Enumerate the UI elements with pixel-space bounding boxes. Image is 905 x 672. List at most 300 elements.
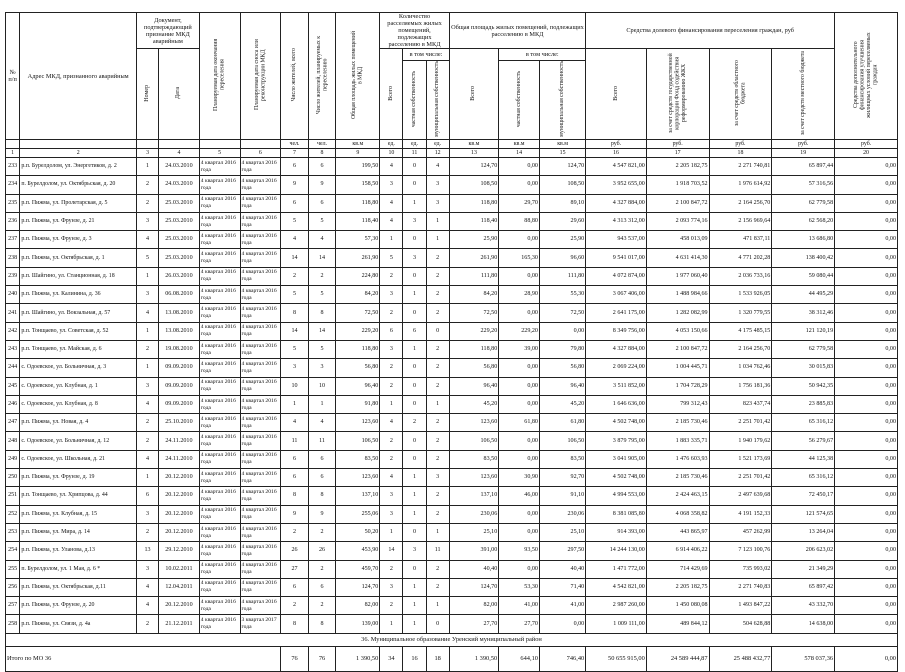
table-cell: 250 (6, 469, 20, 487)
table-cell: 10 (281, 377, 309, 395)
table-cell: 4 квартал 2016 года (199, 560, 240, 578)
table-cell: 4 (137, 597, 159, 615)
table-cell: 14 (308, 322, 336, 340)
table-cell: 111,80 (449, 267, 499, 285)
table-cell: 57 316,56 (772, 176, 835, 194)
table-cell: 6 (308, 194, 336, 212)
table-cell: 0,00 (499, 560, 540, 578)
table-cell: 4 квартал 2016 года (199, 231, 240, 249)
table-cell: 89,10 (539, 194, 585, 212)
column-number: 4 (159, 149, 200, 158)
header-doc-number: Номер (137, 49, 159, 140)
table-cell: 6 (308, 450, 336, 468)
table-cell: 4 квартал 2016 года (240, 249, 281, 267)
table-cell: 9 (308, 505, 336, 523)
table-cell: 41,00 (539, 597, 585, 615)
table-cell: 243 (6, 340, 20, 358)
table-cell: 6 (281, 578, 309, 596)
table-cell: 2 (426, 560, 449, 578)
table-cell: 0,00 (835, 542, 898, 560)
table-cell: 2 (403, 414, 426, 432)
table-cell: 1 488 984,66 (646, 286, 709, 304)
table-cell: 123,60 (336, 414, 380, 432)
table-cell: 224,80 (336, 267, 380, 285)
table-cell: 65 316,12 (772, 414, 835, 432)
column-number: 2 (20, 149, 137, 158)
table-cell: 0 (403, 432, 426, 450)
table-cell: 0,00 (499, 304, 540, 322)
table-cell: 199,50 (336, 158, 380, 176)
table-cell: 2 (137, 176, 159, 194)
table-cell: 8 349 756,00 (586, 322, 647, 340)
table-cell: 14 244 130,00 (586, 542, 647, 560)
column-number: 20 (835, 149, 898, 158)
address-cell: р.п. Пижма, ул. Калинина, д. 36 (20, 286, 137, 304)
table-cell: 2 (137, 414, 159, 432)
table-cell: 26 (308, 542, 336, 560)
table-cell: 1 (403, 286, 426, 304)
table-cell: 8 (281, 304, 309, 322)
table-cell: 249 (6, 450, 20, 468)
table-cell: 3 041 905,00 (586, 450, 647, 468)
table-cell: 4 (281, 231, 309, 249)
table-cell: 4 квартал 2016 года (240, 212, 281, 230)
table-cell: 1 (426, 212, 449, 230)
table-cell: 09.09.2010 (159, 395, 200, 413)
table-cell: 0,00 (835, 395, 898, 413)
table-cell: 0 (403, 304, 426, 322)
table-cell: 96,40 (449, 377, 499, 395)
address-cell: р.п. Пижма, ул. Октябрьская, д. 1 (20, 249, 137, 267)
table-cell: 0,00 (835, 469, 898, 487)
table-cell: 4 квартал 2016 года (199, 267, 240, 285)
table-cell: 2 (426, 505, 449, 523)
table-cell: 55,30 (539, 286, 585, 304)
table-row (6, 487, 898, 505)
table-cell: 26 (281, 542, 309, 560)
column-number: 17 (646, 149, 709, 158)
header-area-total: Общая площадь жилых помещений в МКД (336, 13, 380, 140)
table-cell: 12.04.2011 (159, 578, 200, 596)
table-cell: 504 628,88 (709, 615, 772, 633)
table-cell: 14 (380, 542, 403, 560)
table-cell: 4 (380, 414, 403, 432)
unit-cell: руб. (772, 140, 835, 149)
table-cell: 2 (426, 359, 449, 377)
table-cell: 38 312,46 (772, 304, 835, 322)
table-cell: 46,00 (499, 487, 540, 505)
table-cell: 6 (281, 450, 309, 468)
address-cell: р.п. Шайгино, ул. Вокзальная, д. 57 (20, 304, 137, 322)
table-cell: 96,60 (539, 249, 585, 267)
table-cell: 61,80 (499, 414, 540, 432)
table-cell: 0,00 (499, 231, 540, 249)
table-cell: 238 (6, 249, 20, 267)
total-cell: 578 037,36 (772, 646, 835, 671)
table-cell: 1 (403, 615, 426, 633)
table-cell: 4 квартал 2016 года (199, 578, 240, 596)
table-cell: 4 313 312,00 (586, 212, 647, 230)
table-cell: 4 квартал 2016 года (240, 505, 281, 523)
header-address: Адрес МКД, признанного аварийным (20, 13, 137, 140)
table-row (6, 578, 898, 596)
table-cell: 0,00 (499, 158, 540, 176)
table-cell: 2 164 256,70 (709, 340, 772, 358)
total-row (6, 646, 898, 671)
table-cell: 1 034 762,46 (709, 359, 772, 377)
table-cell: 121 574,65 (772, 505, 835, 523)
header-fund-state: за счет средств государственной корпорации Фонд содействия реформированию ЖКХ (646, 49, 709, 140)
address-cell: р.п. Пижма, ул. Связи, д. 4а (20, 615, 137, 633)
unit-cell: кв.м (336, 140, 380, 149)
address-cell: с. Одоевское, ул. Клубная, д. 1 (20, 377, 137, 395)
table-cell: 91,80 (336, 395, 380, 413)
table-cell: 56,80 (336, 359, 380, 377)
table-cell: 108,50 (539, 176, 585, 194)
table-cell: 2 156 969,64 (709, 212, 772, 230)
table-cell: 4 квартал 2016 года (240, 267, 281, 285)
header-rooms-private: частная собственность (403, 61, 426, 140)
table-cell: 4 (380, 158, 403, 176)
unit-cell: чел. (308, 140, 336, 149)
table-cell: 230,06 (449, 505, 499, 523)
header-area-resettle: Общая площадь жилых помещений, подлежащих расселению в МКД (449, 13, 586, 49)
column-number: 9 (336, 149, 380, 158)
total-cell: 644,10 (499, 646, 540, 671)
table-cell: 72 450,17 (772, 487, 835, 505)
table-cell: 297,50 (539, 542, 585, 560)
table-cell: 4 327 884,00 (586, 340, 647, 358)
table-cell: 489 844,12 (646, 615, 709, 633)
table-cell: 1 (308, 395, 336, 413)
table-cell: 4 068 358,82 (646, 505, 709, 523)
table-cell: 4 квартал 2016 года (240, 231, 281, 249)
table-row (6, 267, 898, 285)
table-cell: 106,50 (449, 432, 499, 450)
table-cell: 4 квартал 2016 года (199, 395, 240, 413)
table-cell: 7 123 100,76 (709, 542, 772, 560)
table-cell: 6 (308, 578, 336, 596)
table-cell: 30,90 (499, 469, 540, 487)
total-cell: 16 (403, 646, 426, 671)
table-cell: 29,60 (539, 212, 585, 230)
table-cell: 13 264,04 (772, 523, 835, 541)
table-cell: 53,30 (499, 578, 540, 596)
table-cell: 4 542 821,00 (586, 578, 647, 596)
table-cell: 4 квартал 2016 года (199, 176, 240, 194)
table-row (6, 450, 898, 468)
column-number: 3 (137, 149, 159, 158)
table-cell: 165,30 (499, 249, 540, 267)
address-cell: р.п. Пижма, ул. Пролетарская, д. 5 (20, 194, 137, 212)
table-cell: 4 квартал 2016 года (240, 176, 281, 194)
table-cell: 4 квартал 2016 года (240, 359, 281, 377)
table-cell: 59 080,44 (772, 267, 835, 285)
table-cell: 4 (380, 469, 403, 487)
header-fund-local: за счет средств местного бюджета (772, 49, 835, 140)
table-cell: 0 (426, 322, 449, 340)
table-cell: 0 (403, 176, 426, 194)
table-cell: 4 квартал 2016 года (199, 194, 240, 212)
address-cell: с. Одоевское, ул. Школьная, д. 21 (20, 450, 137, 468)
table-cell: 4 квартал 2016 года (240, 286, 281, 304)
table-cell: 237 (6, 231, 20, 249)
table-cell: 45,20 (449, 395, 499, 413)
table-cell: 457 262,99 (709, 523, 772, 541)
table-cell: 40,40 (539, 560, 585, 578)
table-cell: 118,80 (449, 194, 499, 212)
units-row (6, 140, 898, 149)
table-cell: 4 квартал 2016 года (199, 542, 240, 560)
table-cell: 0,00 (499, 450, 540, 468)
address-cell: с. Одоевское, ул. Клубная, д. 8 (20, 395, 137, 413)
header-plan-end: Планируемая дата окончания переселения (199, 13, 240, 140)
table-cell: 0 (403, 395, 426, 413)
table-cell: 4 квартал 2016 года (240, 523, 281, 541)
table-cell: 65 897,44 (772, 158, 835, 176)
table-row (6, 212, 898, 230)
address-cell: р.п. Шайгино, ул. Станционная, д. 18 (20, 267, 137, 285)
table-cell: 4 994 553,00 (586, 487, 647, 505)
table-cell: 1 (137, 322, 159, 340)
table-cell: 8 (281, 615, 309, 633)
resettlement-table (5, 12, 898, 672)
table-cell: 0 (403, 158, 426, 176)
table-cell: 1 476 603,93 (646, 450, 709, 468)
table-cell: 2 (137, 194, 159, 212)
total-label: Итого по МО 36 (6, 646, 281, 671)
table-cell: 1 (426, 395, 449, 413)
table-cell: 23 885,83 (772, 395, 835, 413)
table-cell: 3 квартал 2017 года (240, 615, 281, 633)
table-cell: 252 (6, 505, 20, 523)
table-cell: 230,06 (539, 505, 585, 523)
table-cell: 2 (380, 560, 403, 578)
table-row (6, 505, 898, 523)
table-cell: 2 (426, 487, 449, 505)
table-cell: 2 093 774,16 (646, 212, 709, 230)
table-cell: 4 (308, 231, 336, 249)
total-cell: 76 (281, 646, 309, 671)
table-cell: 09.09.2010 (159, 359, 200, 377)
table-cell: 6 (281, 194, 309, 212)
table-cell: 2 (380, 432, 403, 450)
table-cell: 0 (403, 523, 426, 541)
table-cell: 3 (281, 359, 309, 377)
table-cell: 2 (308, 560, 336, 578)
table-cell: 3 (380, 286, 403, 304)
table-cell: 0,00 (835, 578, 898, 596)
table-cell: 254 (6, 542, 20, 560)
table-cell: 4 (137, 231, 159, 249)
table-cell: 3 511 852,00 (586, 377, 647, 395)
table-cell: 118,40 (449, 212, 499, 230)
table-cell: 0,00 (835, 505, 898, 523)
table-cell: 4 175 485,15 (709, 322, 772, 340)
address-cell: р.п. Пижма, ул. Фрунзе, д. 3 (20, 231, 137, 249)
table-cell: 0,00 (835, 597, 898, 615)
table-row (6, 176, 898, 194)
table-cell: 25,10 (539, 523, 585, 541)
table-cell: 4 квартал 2016 года (240, 340, 281, 358)
column-number: 1 (6, 149, 20, 158)
table-cell: 39,00 (499, 340, 540, 358)
table-cell: 1 471 772,00 (586, 560, 647, 578)
table-cell: 914 393,00 (586, 523, 647, 541)
table-cell: 0,00 (835, 560, 898, 578)
table-cell: 244 (6, 359, 20, 377)
table-cell: 255 (6, 560, 20, 578)
table-cell: 27,70 (499, 615, 540, 633)
unit-cell: руб. (709, 140, 772, 149)
table-cell: 14 638,00 (772, 615, 835, 633)
table-cell: 56,80 (449, 359, 499, 377)
table-cell: 9 (308, 176, 336, 194)
address-cell: р.п. Пижма, ул. Фрунзе, д. 19 (20, 469, 137, 487)
table-cell: 4 квартал 2016 года (199, 469, 240, 487)
table-cell: 4 (137, 395, 159, 413)
table-cell: 50 942,35 (772, 377, 835, 395)
total-cell: 24 589 444,87 (646, 646, 709, 671)
table-cell: 44 495,29 (772, 286, 835, 304)
table-cell: 1 (426, 523, 449, 541)
table-cell: 1 (403, 578, 426, 596)
header-fund-extra: Средства дополнительного финансирования улучшения жилищных условий переселяемых граждан (835, 13, 898, 140)
table-cell: 8 (281, 487, 309, 505)
table-cell: 61,80 (539, 414, 585, 432)
table-cell: 83,50 (336, 450, 380, 468)
table-cell: 453,90 (336, 542, 380, 560)
table-cell: 2 185 730,46 (646, 414, 709, 432)
table-cell: 106,50 (336, 432, 380, 450)
table-cell: 3 (380, 505, 403, 523)
table-cell: 6 (137, 487, 159, 505)
table-cell: 1 009 111,00 (586, 615, 647, 633)
table-cell: 11 (281, 432, 309, 450)
table-cell: 4 квартал 2016 года (240, 542, 281, 560)
table-cell: 2 641 175,00 (586, 304, 647, 322)
total-cell: 18 (426, 646, 449, 671)
table-cell: 4 (380, 194, 403, 212)
table-cell: 5 (308, 340, 336, 358)
table-cell: 735 993,02 (709, 560, 772, 578)
table-cell: 0,00 (835, 322, 898, 340)
table-cell: 1 (380, 395, 403, 413)
table-cell: 3 (137, 505, 159, 523)
column-number: 18 (709, 149, 772, 158)
address-cell: р.п. Пижма, ул. Фрунзе, д. 20 (20, 597, 137, 615)
table-cell: 4 квартал 2016 года (240, 395, 281, 413)
table-cell: 13.08.2010 (159, 304, 200, 322)
table-cell: 3 (137, 286, 159, 304)
total-cell: 0,00 (835, 646, 898, 671)
table-cell: 25.03.2010 (159, 231, 200, 249)
table-cell: 1 282 082,99 (646, 304, 709, 322)
table-cell: 24.11.2010 (159, 432, 200, 450)
table-cell: 106,50 (539, 432, 585, 450)
table-cell: 65 897,42 (772, 578, 835, 596)
address-cell: п. Бурелдолом, ул. 1 Мая, д. 6 * (20, 560, 137, 578)
table-cell: 11 (426, 542, 449, 560)
table-cell: 2 251 701,42 (709, 469, 772, 487)
table-cell: 5 (281, 212, 309, 230)
table-cell: 5 (137, 249, 159, 267)
table-cell: 0,00 (835, 414, 898, 432)
address-cell: с. Одоевское, ул. Больничная, д. 3 (20, 359, 137, 377)
table-cell: 4 квартал 2016 года (240, 578, 281, 596)
table-cell: 6 (308, 158, 336, 176)
table-cell: 19.08.2010 (159, 340, 200, 358)
table-cell: 9 541 017,00 (586, 249, 647, 267)
table-cell: 0,00 (835, 450, 898, 468)
table-cell: 6 (380, 322, 403, 340)
table-cell: 92,70 (539, 469, 585, 487)
table-cell: 0,00 (835, 176, 898, 194)
column-number: 7 (281, 149, 309, 158)
table-row (6, 523, 898, 541)
table-cell: 20.12.2010 (159, 523, 200, 541)
table-cell: 0,00 (499, 176, 540, 194)
table-cell: 13 (137, 542, 159, 560)
column-number: 16 (586, 149, 647, 158)
table-cell: 44 125,38 (772, 450, 835, 468)
header-plan-demolish: Планируемая дата сноса или реконструкции МКД (240, 13, 281, 140)
header-document: Документ, подтверждающий признание МКД аварийным (137, 13, 200, 49)
table-cell: 799 312,43 (646, 395, 709, 413)
table-cell: 2 424 463,15 (646, 487, 709, 505)
table-cell: 88,80 (499, 212, 540, 230)
table-cell: 20.12.2010 (159, 505, 200, 523)
table-cell: 4 квартал 2016 года (199, 340, 240, 358)
table-cell: 261,90 (449, 249, 499, 267)
table-cell: 4 (281, 414, 309, 432)
table-cell: 10 (308, 377, 336, 395)
table-cell: 1 (403, 340, 426, 358)
section-label: 36. Муниципальное образование Уренский муниципальный район (6, 633, 898, 646)
table-cell: 247 (6, 414, 20, 432)
table-cell: 0,00 (835, 194, 898, 212)
table-cell: 57,30 (336, 231, 380, 249)
table-cell: 62 568,20 (772, 212, 835, 230)
table-cell: 0,00 (835, 231, 898, 249)
table-cell: 0 (403, 377, 426, 395)
header-rooms-count: Количество расселяемых жилых помещений, подлежащих расселению в МКД (380, 13, 449, 49)
table-cell: 4 квартал 2016 года (240, 304, 281, 322)
table-cell: 29.12.2010 (159, 542, 200, 560)
table-cell: 72,50 (539, 304, 585, 322)
table-cell: 82,00 (336, 597, 380, 615)
table-cell: 4 квартал 2016 года (240, 450, 281, 468)
table-cell: 4 квартал 2016 года (240, 597, 281, 615)
table-cell: 229,20 (449, 322, 499, 340)
table-cell: 4 квартал 2016 года (199, 286, 240, 304)
table-cell: 4 квартал 2016 года (199, 487, 240, 505)
table-cell: 1 004 445,71 (646, 359, 709, 377)
table-cell: 0,00 (835, 432, 898, 450)
table-cell: 2 (426, 340, 449, 358)
table-cell: 137,10 (336, 487, 380, 505)
table-cell: 2 (426, 267, 449, 285)
table-cell: 3 (308, 359, 336, 377)
table-cell: 93,50 (499, 542, 540, 560)
table-cell: 4 (426, 158, 449, 176)
table-cell: 124,70 (539, 158, 585, 176)
table-cell: 2 (426, 450, 449, 468)
table-cell: 2 100 847,72 (646, 340, 709, 358)
table-cell: 1 (403, 487, 426, 505)
table-row (6, 340, 898, 358)
table-cell: 20.12.2010 (159, 487, 200, 505)
